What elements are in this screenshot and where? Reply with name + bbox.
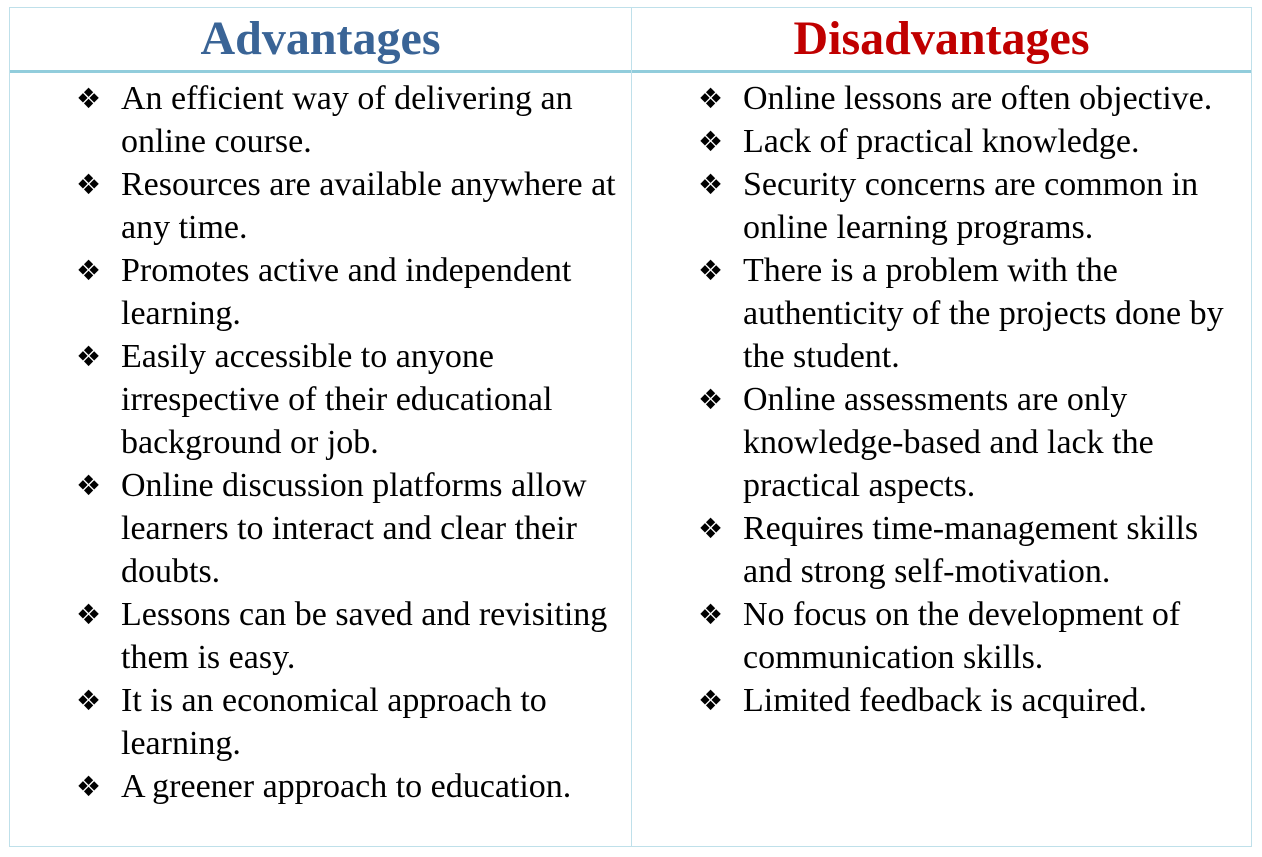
diamond-bullet-icon: ❖ <box>698 168 724 201</box>
list-item: ❖ Online discussion platforms allow learners to interact and clear their doubts. <box>76 464 625 593</box>
diamond-bullet-icon: ❖ <box>698 254 724 287</box>
list-item: ❖ Resources are available anywhere at any time. <box>76 163 625 249</box>
diamond-bullet-icon: ❖ <box>698 383 724 416</box>
diamond-bullet-icon: ❖ <box>698 125 724 158</box>
diamond-bullet-icon: ❖ <box>76 598 102 631</box>
list-item: ❖ Promotes active and independent learning. <box>76 249 625 335</box>
list-item: ❖ Lessons can be saved and revisiting them is easy. <box>76 593 625 679</box>
disadvantages-heading: Disadvantages <box>793 12 1090 65</box>
disadvantages-column <box>632 8 1251 846</box>
list-item: ❖ Online assessments are only knowledge-based and lack the practical aspects. <box>698 378 1247 507</box>
advantages-heading: Advantages <box>200 12 441 65</box>
list-item: ❖ A greener approach to education. <box>76 765 625 808</box>
comparison-table <box>9 7 1252 847</box>
diamond-bullet-icon: ❖ <box>76 168 102 201</box>
diamond-bullet-icon: ❖ <box>698 598 724 631</box>
diamond-bullet-icon: ❖ <box>698 512 724 545</box>
list-item: ❖ Online lessons are often objective. <box>698 77 1247 120</box>
diamond-bullet-icon: ❖ <box>76 684 102 717</box>
diamond-bullet-icon: ❖ <box>76 82 102 115</box>
diamond-bullet-icon: ❖ <box>698 684 724 717</box>
list-item: ❖ Security concerns are common in online learning programs. <box>698 163 1247 249</box>
header-divider <box>10 70 631 73</box>
list-item: ❖ Requires time-management skills and strong self-motivation. <box>698 507 1247 593</box>
diamond-bullet-icon: ❖ <box>76 340 102 373</box>
list-item: ❖ No focus on the development of communication skills. <box>698 593 1247 679</box>
diamond-bullet-icon: ❖ <box>698 82 724 115</box>
diamond-bullet-icon: ❖ <box>76 469 102 502</box>
disadvantages-list <box>698 77 1247 722</box>
list-item: ❖ An efficient way of delivering an online course. <box>76 77 625 163</box>
advantages-list <box>76 77 625 808</box>
header-divider <box>632 70 1251 73</box>
list-item: ❖ There is a problem with the authenticity of the projects done by the student. <box>698 249 1247 378</box>
list-item: ❖ Easily accessible to anyone irrespective of their educational background or job. <box>76 335 625 464</box>
advantages-column <box>10 8 632 846</box>
list-item: ❖ Lack of practical knowledge. <box>698 120 1247 163</box>
diamond-bullet-icon: ❖ <box>76 770 102 803</box>
list-item: ❖ It is an economical approach to learning. <box>76 679 625 765</box>
diamond-bullet-icon: ❖ <box>76 254 102 287</box>
list-item: ❖ Limited feedback is acquired. <box>698 679 1247 722</box>
